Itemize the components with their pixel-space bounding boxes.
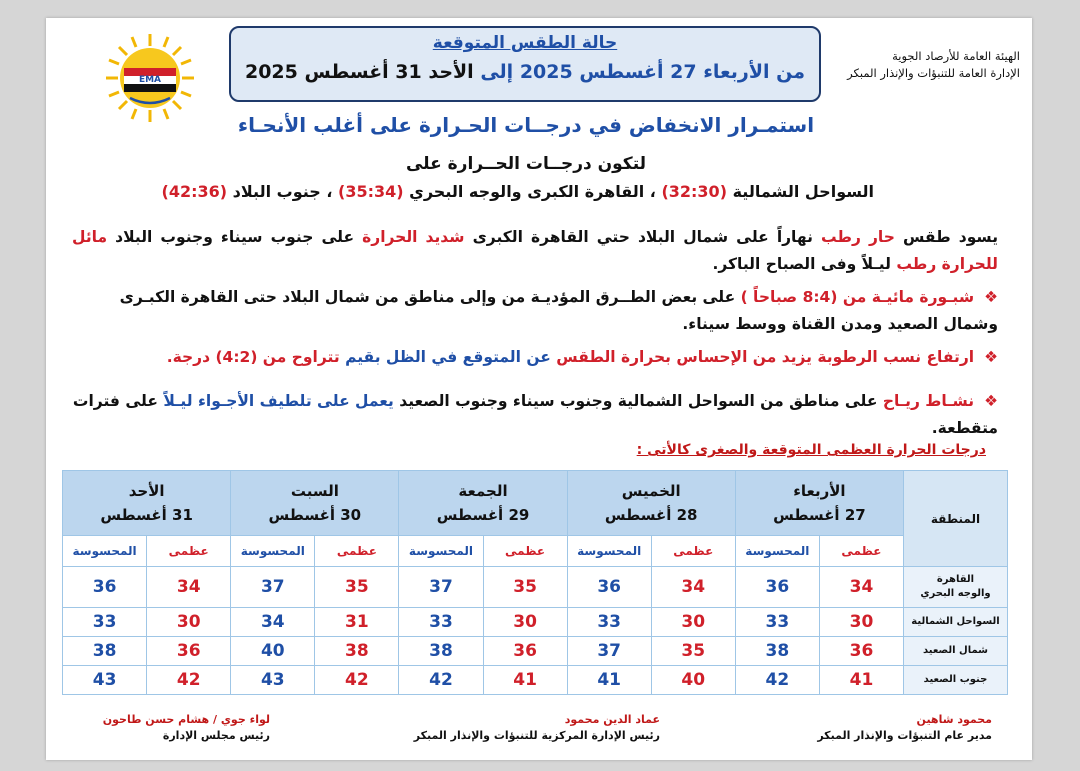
para-text: يسود طقس [903,228,999,246]
region-cell: جنوب الصعيد [904,666,1008,695]
region-cell: شمال الصعيد [904,637,1008,666]
para-text: على جنوب سيناء وجنوب البلاد [115,228,355,246]
bullet-fog [72,284,998,338]
value-cell: 38 [63,637,147,666]
value-cell: 35 [651,637,735,666]
region-cell: السواحل الشمالية [904,608,1008,637]
day-header: الخميس 28 أغسطس [567,471,735,536]
south-label: ، جنوب البلاد [232,182,333,201]
day-header: الأربعاء 27 أغسطس [735,471,903,536]
agency-line-2: الإدارة العامة للتنبؤات والإنذار المبكر [847,66,1020,80]
value-cell: 30 [483,608,567,637]
bullet-winds-highlight: نشـاط ريـاح [882,392,975,410]
value-cell: 34 [147,567,231,608]
feels-like-header: المحسوسة [567,536,651,567]
value-cell: 33 [63,608,147,637]
feels-like-header: المحسوسة [231,536,315,567]
value-cell: 34 [651,567,735,608]
value-cell: 37 [399,567,483,608]
signature-central-director [414,712,660,744]
value-cell: 43 [231,666,315,695]
bullet-fog-text: على بعض الطــرق المؤديـة من وإلى مناطق من شمال البلاد حتى القاهرة الكبـرى وشمال الصعيد ومدن القناة ووسط سيناء. [119,288,998,333]
bullet-humidity-range: تتراوح من (4:2) درجة. [166,348,340,366]
south-value: (42:36) [161,182,228,201]
value-cell: 42 [399,666,483,695]
bullet-winds-blue: يعمل على تلطيف الأجـواء ليـلاً [163,392,394,410]
value-cell: 30 [651,608,735,637]
temperature-summary [154,182,874,201]
region-header: المنطقة [904,471,1008,567]
feels-like-header: المحسوسة [399,536,483,567]
value-cell: 37 [231,567,315,608]
signature-name: لواء جوي / هشام حسن طاحون [102,713,270,726]
table-row [63,567,1008,608]
value-cell: 36 [147,637,231,666]
subhead: لتكون درجــات الحــرارة على [405,154,647,174]
bullet-icon: ❖ [984,348,998,366]
value-cell: 36 [63,567,147,608]
bullet-winds-end: على فترات متقطعة. [72,392,998,437]
signature-role: رئيس مجلس الإدارة [162,729,270,742]
value-cell: 34 [819,567,903,608]
max-header: عظمى [315,536,399,567]
para-mild-humid: مائل للحرارة رطب [72,228,998,273]
bullet-humidity-blue: عن المتوقع في الظل بقيم [345,348,551,366]
value-cell: 36 [483,637,567,666]
signature-chairman [103,712,270,744]
value-cell: 42 [735,666,819,695]
signature-role: مدير عام التنبؤات والإنذار المبكر [817,729,992,742]
value-cell: 30 [819,608,903,637]
day-header: الجمعة 29 أغسطس [399,471,567,536]
feels-like-header: المحسوسة [63,536,147,567]
value-cell: 41 [483,666,567,695]
north-coast-value: (32:30) [661,182,727,201]
period-to: الأحد 31 أغسطس 2025 [244,61,474,83]
value-cell: 41 [567,666,651,695]
bullet-winds [72,388,998,442]
north-coast-label: السواحل الشمالية [732,182,874,201]
max-header: عظمى [819,536,903,567]
agency-line-1: الهيئة العامة للأرصاد الجوية [892,49,1020,63]
period-from: من الأربعاء 27 أغسطس 2025 [519,61,805,83]
bullet-icon: ❖ [984,288,998,306]
table-row [63,637,1008,666]
para-very-hot: شديد الحرارة [362,228,465,246]
bullet-winds-text: على مناطق من السواحل الشمالية وجنوب سيناء وجنوب الصعيد [399,392,878,410]
para-text: نهاراً على شمال البلاد حتي القاهرة الكبرى [472,228,813,246]
value-cell: 42 [315,666,399,695]
value-cell: 36 [735,567,819,608]
bullet-fog-highlight: شبـورة مائيـة من (8:4 صباحاً ) [740,288,975,306]
forecast-document [46,18,1032,760]
para-hot-humid: حار رطب [821,228,895,246]
value-cell: 35 [483,567,567,608]
value-cell: 42 [147,666,231,695]
max-header: عظمى [483,536,567,567]
region-cell: القاهرة والوجه البحري [904,567,1008,608]
value-cell: 36 [819,637,903,666]
value-cell: 33 [567,608,651,637]
bullet-icon: ❖ [984,392,998,410]
value-cell: 40 [231,637,315,666]
period-to-word: إلى [480,61,514,83]
value-cell: 35 [315,567,399,608]
value-cell: 33 [399,608,483,637]
agency-name [810,48,1020,82]
value-cell: 33 [735,608,819,637]
table-caption: درجات الحرارة العظمى المتوقعة والصغرى كالأتى : [636,442,986,458]
day-header: الأحد 31 أغسطس [63,471,231,536]
logo-text: EMA [138,75,162,85]
value-cell: 34 [231,608,315,637]
value-cell: 41 [819,666,903,695]
max-header: عظمى [147,536,231,567]
signature-forecast-director [817,712,992,744]
value-cell: 37 [567,637,651,666]
value-cell: 31 [315,608,399,637]
table-row [63,608,1008,637]
signature-name: محمود شاهين [916,713,992,726]
value-cell: 38 [399,637,483,666]
para-text: ليـلاً وفى الصباح الباكر. [712,255,891,273]
headline: استمـرار الانخفاض في درجــات الحـرارة على أغلب الأنحـاء [237,113,815,137]
value-cell: 38 [315,637,399,666]
day-header: السبت 30 أغسطس [231,471,399,536]
value-cell: 43 [63,666,147,695]
max-header: عظمى [651,536,735,567]
forecast-period [231,61,819,83]
weather-paragraph [72,224,998,278]
signature-role: رئيس الإدارة المركزية للتنبؤات والإنذار المبكر [413,729,660,742]
cairo-label: ، القاهرة الكبرى والوجه البحري [409,182,656,201]
temperature-table [62,470,1008,695]
value-cell: 38 [735,637,819,666]
header-box [229,26,821,102]
bullet-humidity [72,344,998,371]
bullet-humidity-highlight: ارتفاع نسب الرطوبة يزيد من الإحساس بحرارة الطقس [556,348,975,366]
cairo-value: (35:34) [338,182,404,201]
feels-like-header: المحسوسة [735,536,819,567]
forecast-title: حالة الطقس المتوقعة [432,33,618,53]
ema-logo [104,32,196,124]
value-cell: 36 [567,567,651,608]
table-row [63,666,1008,695]
value-cell: 30 [147,608,231,637]
signature-name: عماد الدين محمود [564,713,660,726]
value-cell: 40 [651,666,735,695]
